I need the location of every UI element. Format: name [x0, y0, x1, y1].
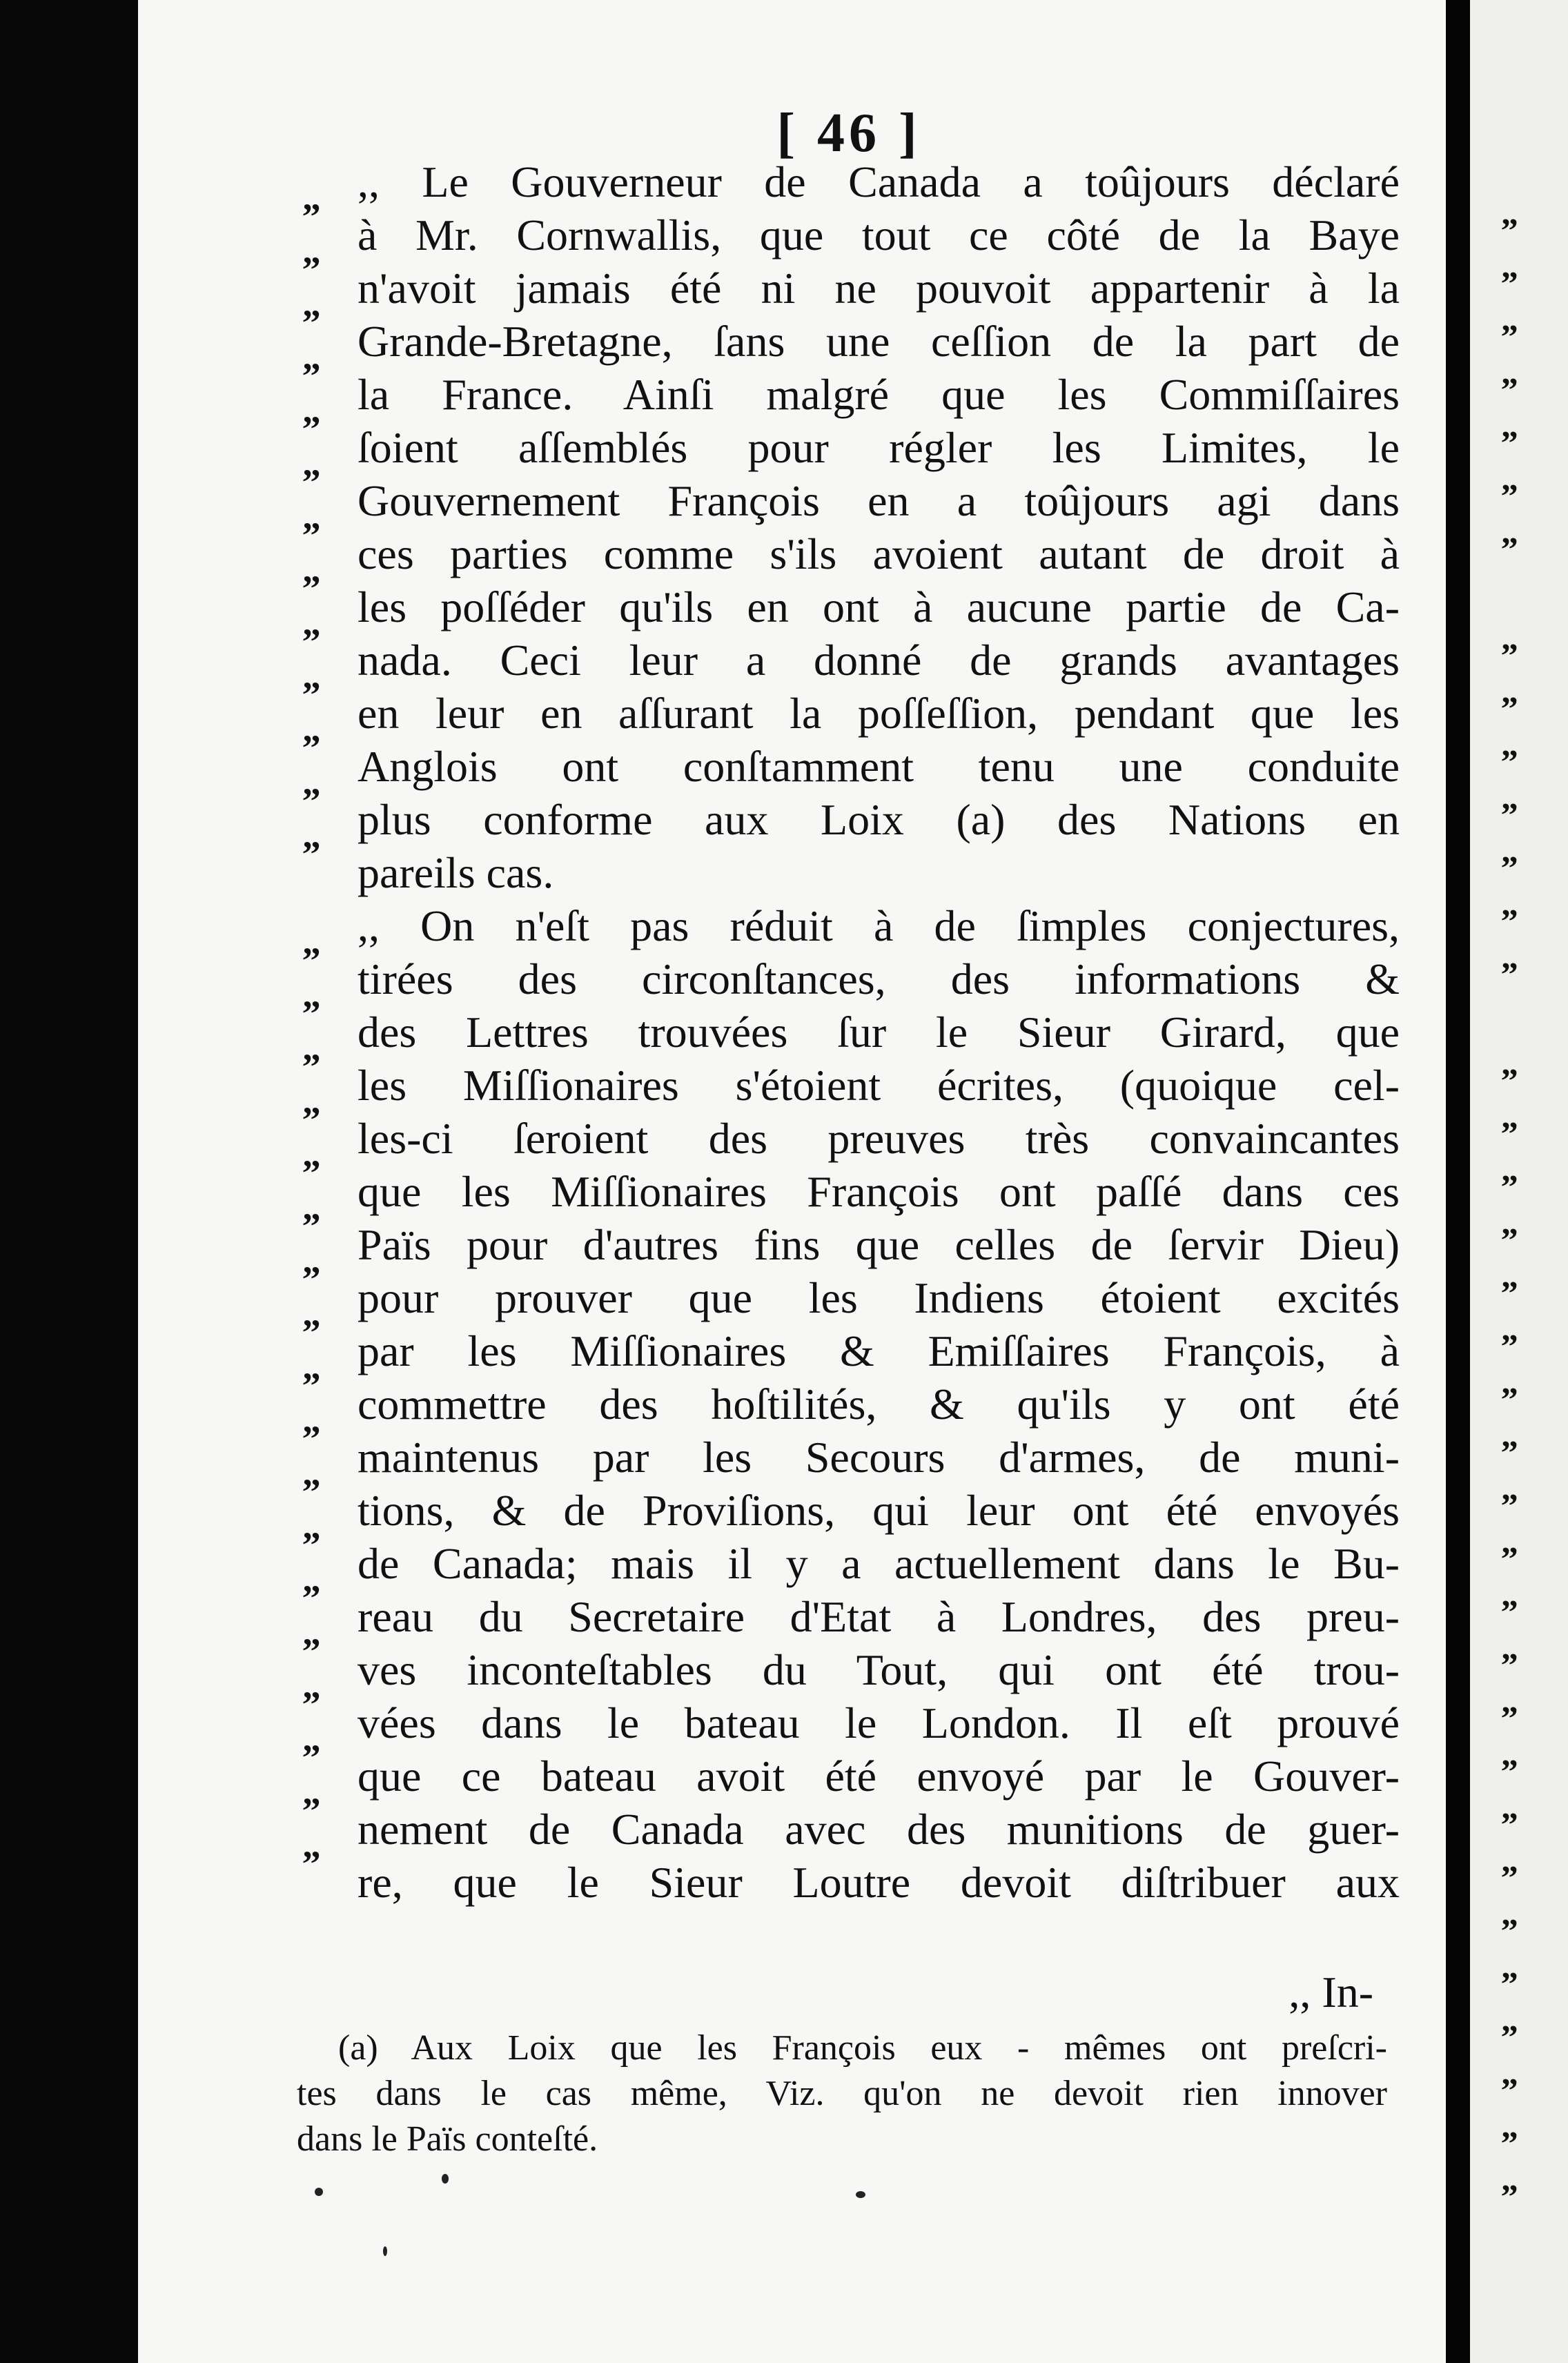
quote-mark-glyph: „	[1501, 512, 1518, 551]
quote-mark-glyph: „	[302, 496, 321, 537]
quote-mark-glyph: „	[1501, 1734, 1518, 1773]
left-margin-quote-marks	[302, 171, 351, 1872]
text-line: nement de Canada avec des munitions de guer-	[357, 1805, 1400, 1854]
text-line: n'avoit jamais été ni ne pouvoit appartenir à la	[357, 264, 1400, 313]
quote-mark-glyph: „	[302, 1080, 321, 1121]
text-line: reau du Secretaire d'Etat à Londres, des preu-	[357, 1592, 1400, 1641]
text-line: plus conforme aux Loix (a) des Nations en	[357, 795, 1400, 844]
text-line: ſoient aſſemblés pour régler les Limites, le	[357, 423, 1400, 472]
text-line: tions, & de Proviſions, qui leur ont été envoyés	[357, 1486, 1400, 1535]
quote-mark-glyph: „	[302, 1665, 321, 1706]
text-line: des Lettres trouvées ſur le Sieur Girard, que	[357, 1008, 1400, 1057]
text-line: maintenus par les Secours d'armes, de muni-	[357, 1433, 1400, 1482]
quote-mark-glyph: „	[1501, 1415, 1518, 1454]
text-line: pareils cas.	[357, 848, 554, 897]
quote-mark-glyph: „	[1501, 1787, 1518, 1826]
quote-mark-glyph: „	[1501, 2000, 1518, 2039]
quote-mark-glyph: „	[1501, 778, 1518, 816]
quote-mark-glyph: „	[302, 1718, 321, 1759]
quote-mark-glyph: „	[1501, 1043, 1518, 1082]
quote-mark-glyph: „	[302, 1293, 321, 1334]
quote-mark-glyph: „	[302, 921, 321, 962]
quote-mark-glyph: „	[1501, 1628, 1518, 1667]
quote-mark-glyph: „	[302, 1771, 321, 1812]
ink-speck	[383, 2246, 387, 2256]
quote-mark-glyph: „	[302, 1824, 321, 1865]
facing-page-quote-marks	[1501, 186, 1563, 2206]
quote-mark-glyph: „	[1501, 725, 1518, 763]
text-line: les-ci ſeroient des preuves très convaincantes	[357, 1114, 1400, 1163]
quote-mark-glyph: „	[302, 761, 321, 803]
quote-mark-glyph: „	[302, 389, 321, 431]
quote-mark-glyph: „	[1501, 937, 1518, 976]
text-line: nada. Ceci leur a donné de grands avantages	[357, 636, 1400, 685]
quote-mark-glyph: „	[302, 974, 321, 1015]
text-line: que ce bateau avoit été envoyé par le Gouver-	[357, 1752, 1400, 1801]
footnote	[297, 2026, 1387, 2162]
text-line: en leur en aſſurant la poſſeſſion, pendant que les	[357, 689, 1400, 738]
left-scan-border	[0, 0, 138, 2363]
text-line: vées dans le bateau le London. Il eſt prouvé	[357, 1698, 1400, 1747]
quote-mark-glyph	[1501, 983, 1563, 1037]
quote-mark-glyph: „	[302, 1186, 321, 1228]
quote-mark-glyph: „	[1501, 1947, 1518, 1985]
text-line: Païs pour d'autres fins que celles de ſervir Dieu)	[357, 1220, 1400, 1269]
quote-mark-glyph: „	[1501, 193, 1518, 232]
text-line: les Miſſionaires s'étoient écrites, (quoique cel-	[357, 1061, 1400, 1110]
quote-mark-glyph: „	[1501, 1522, 1518, 1560]
ink-speck	[442, 2174, 449, 2184]
quote-mark-glyph: „	[1501, 884, 1518, 923]
ink-speck	[315, 2188, 323, 2196]
quote-mark-glyph: „	[302, 1027, 321, 1068]
quote-mark-glyph: „	[302, 1346, 321, 1387]
quote-mark-glyph: „	[1501, 1575, 1518, 1614]
text-line: ,, Le Gouverneur de Canada a toûjours déclaré	[357, 157, 1400, 206]
text-line: Gouvernement François en a toûjours agi dans	[357, 476, 1400, 525]
quote-mark-glyph: „	[1501, 2053, 1518, 2092]
text-line: à Mr. Cornwallis, que tout ce côté de la Baye	[357, 210, 1400, 259]
quote-mark-glyph: „	[302, 1505, 321, 1547]
text-line: tirées des circonſtances, des informations &	[357, 954, 1400, 1003]
quote-mark-glyph: „	[1501, 1203, 1518, 1242]
quote-mark-glyph: „	[1501, 1097, 1518, 1135]
quote-mark-glyph: „	[302, 655, 321, 696]
quote-mark-glyph: „	[1501, 1841, 1518, 1879]
quote-mark-glyph: „	[302, 336, 321, 378]
quote-mark-glyph: „	[302, 1399, 321, 1440]
quote-mark-glyph: „	[1501, 406, 1518, 444]
quote-mark-glyph: „	[1501, 1256, 1518, 1295]
quote-mark-glyph: „	[1501, 2106, 1518, 2145]
text-line: commettre des hoſtilités, & qu'ils y ont été	[357, 1380, 1400, 1429]
quote-mark-glyph: „	[1501, 831, 1518, 870]
page-number: [ 46 ]	[776, 103, 921, 164]
footnote-line: tes dans le cas même, Viz. qu'on ne devoit rien innover	[297, 2074, 1387, 2113]
quote-mark-glyph: „	[302, 1558, 321, 1600]
quote-mark-glyph: „	[1501, 300, 1518, 338]
quote-mark-glyph: „	[1501, 353, 1518, 391]
body-text	[357, 155, 1400, 1909]
text-line: Anglois ont conſtamment tenu une conduite	[357, 742, 1400, 791]
quote-mark-glyph: „	[302, 814, 321, 856]
quote-mark-glyph: „	[302, 177, 321, 218]
quote-mark-glyph: „	[1501, 2159, 1518, 2198]
text-line: ves inconteſtables du Tout, qui ont été trou-	[357, 1645, 1400, 1694]
catchword: ,, In-	[1288, 1968, 1373, 2017]
quote-mark-glyph: „	[302, 442, 321, 484]
quote-mark-glyph: „	[1501, 618, 1518, 657]
quote-mark-glyph: „	[302, 602, 321, 643]
text-line: que les Miſſionaires François ont paſſé dans ces	[357, 1167, 1400, 1216]
quote-mark-glyph: „	[1501, 671, 1518, 710]
quote-mark-glyph: „	[1501, 1469, 1518, 1507]
quote-mark-glyph: „	[1501, 1894, 1518, 1932]
book-gutter	[1446, 0, 1470, 2363]
quote-mark-glyph: „	[1501, 246, 1518, 285]
text-line: la France. Ainſi malgré que les Commiſſaires	[357, 370, 1400, 419]
quote-mark-glyph: „	[302, 1452, 321, 1493]
quote-mark-glyph: „	[302, 549, 321, 590]
text-line: par les Miſſionaires & Emiſſaires François, à	[357, 1326, 1400, 1375]
quote-mark-glyph: „	[1501, 1362, 1518, 1401]
quote-mark-glyph: „	[302, 283, 321, 324]
footnote-line: dans le Païs conteſté.	[297, 2119, 598, 2159]
text-line: de Canada; mais il y a actuellement dans le Bu-	[357, 1539, 1400, 1588]
quote-mark-glyph: „	[302, 1611, 321, 1653]
text-line: pour prouver que les Indiens étoient excités	[357, 1273, 1400, 1322]
quote-mark-glyph: „	[302, 1133, 321, 1175]
quote-mark-glyph: „	[302, 708, 321, 749]
ink-speck	[856, 2191, 865, 2198]
quote-mark-glyph: „	[302, 230, 321, 271]
text-line: Grande-Bretagne, ſans une ceſſion de la part de	[357, 317, 1400, 366]
text-line: re, que le Sieur Loutre devoit diſtribuer aux	[357, 1858, 1400, 1907]
quote-mark-glyph	[302, 862, 351, 915]
quote-mark-glyph	[1501, 558, 1563, 611]
quote-mark-glyph: „	[1501, 459, 1518, 498]
quote-mark-glyph: „	[1501, 1681, 1518, 1720]
footnote-line: (a) Aux Loix que les François eux - mêmes ont preſcri-	[338, 2028, 1387, 2068]
text-line: ,, On n'eſt pas réduit à de ſimples conjectures,	[357, 901, 1400, 950]
quote-mark-glyph: „	[1501, 1150, 1518, 1188]
text-line: les poſſéder qu'ils en ont à aucune partie de Ca-	[357, 582, 1400, 631]
text-line: ces parties comme s'ils avoient autant de droit à	[357, 529, 1400, 578]
quote-mark-glyph: „	[302, 1239, 321, 1281]
quote-mark-glyph: „	[1501, 1309, 1518, 1348]
